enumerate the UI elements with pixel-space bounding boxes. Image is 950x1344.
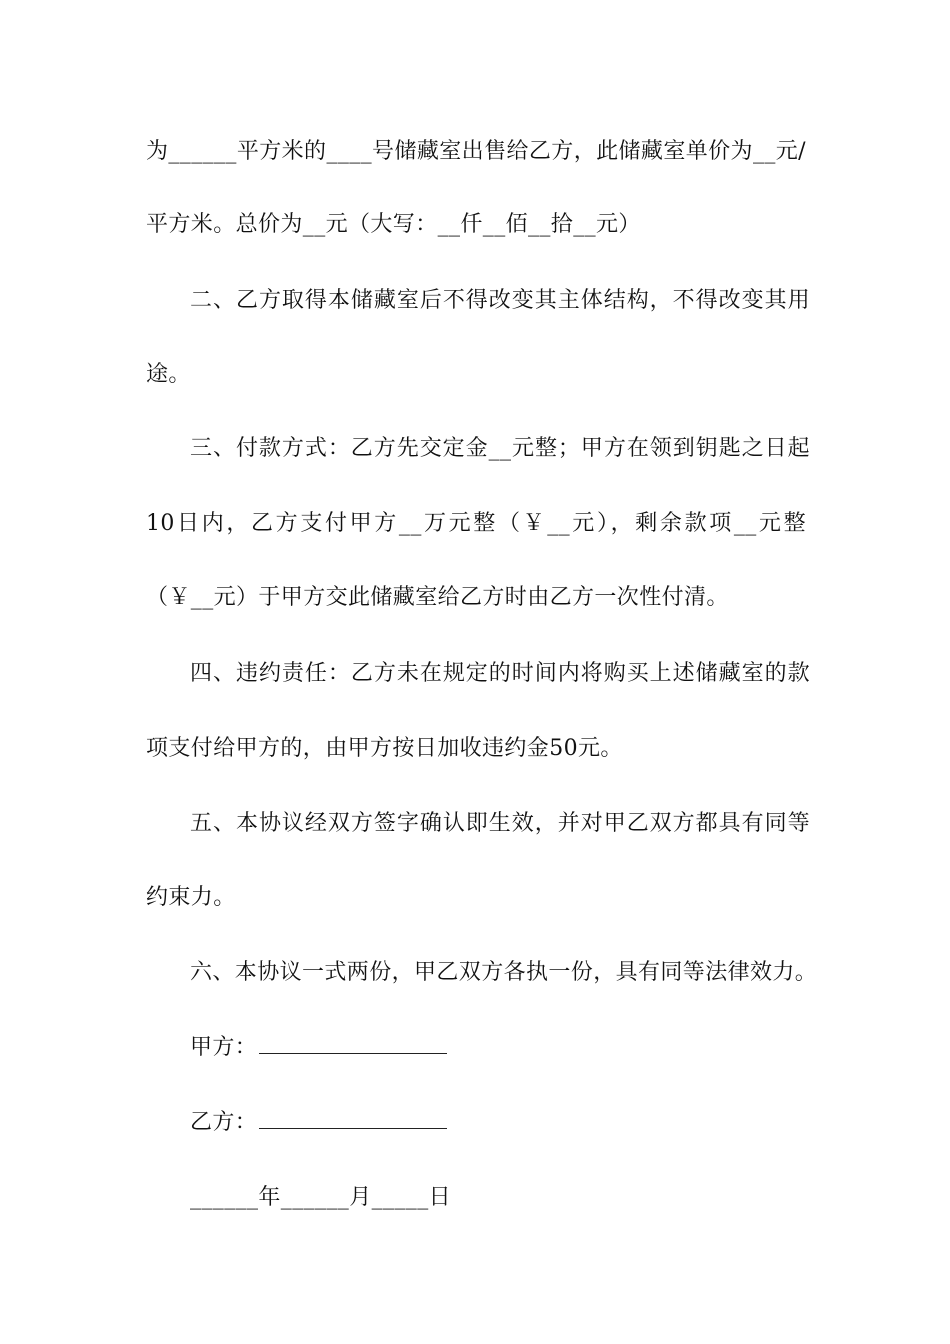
clause-3-line-1: 三、付款方式：乙方先交定金__元整；甲方在领到钥匙之日起 bbox=[190, 436, 810, 461]
paragraph-1-line-1: 为______平方米的____号储藏室出售给乙方，此储藏室单价为__元/ bbox=[146, 139, 806, 164]
clause-2-line-2: 途。 bbox=[146, 362, 191, 387]
clause-3-line-3: （￥__元）于甲方交此储藏室给乙方时由乙方一次性付清。 bbox=[146, 585, 729, 610]
clause-4-line-2: 项支付给甲方的，由甲方按日加收违约金50元。 bbox=[146, 736, 623, 761]
clause-6-line-1: 六、本协议一式两份，甲乙双方各执一份，具有同等法律效力。 bbox=[190, 960, 818, 985]
party-a-signature-blank bbox=[259, 1033, 447, 1054]
party-a-signature bbox=[190, 1033, 810, 1063]
clause-5-line-2: 约束力。 bbox=[146, 885, 236, 910]
clause-2-line-1: 二、乙方取得本储藏室后不得改变其主体结构，不得改变其用 bbox=[190, 288, 810, 313]
clause-5-line-1: 五、本协议经双方签字确认即生效，并对甲乙双方都具有同等 bbox=[190, 811, 810, 836]
paragraph-1-line-2: 平方米。总价为__元（大写：__仟__佰__拾__元） bbox=[146, 212, 641, 237]
party-b-signature-blank bbox=[259, 1108, 447, 1129]
clause-4-line-1: 四、违约责任：乙方未在规定的时间内将购买上述储藏室的款 bbox=[190, 661, 810, 686]
party-a-label: 甲方： bbox=[190, 1035, 258, 1060]
date-line: ______年______月_____日 bbox=[190, 1185, 452, 1210]
party-b-label: 乙方： bbox=[190, 1110, 258, 1135]
party-b-signature bbox=[190, 1108, 810, 1138]
clause-3-line-2: 10日内，乙方支付甲方__万元整（￥__元），剩余款项__元整 bbox=[146, 511, 806, 536]
